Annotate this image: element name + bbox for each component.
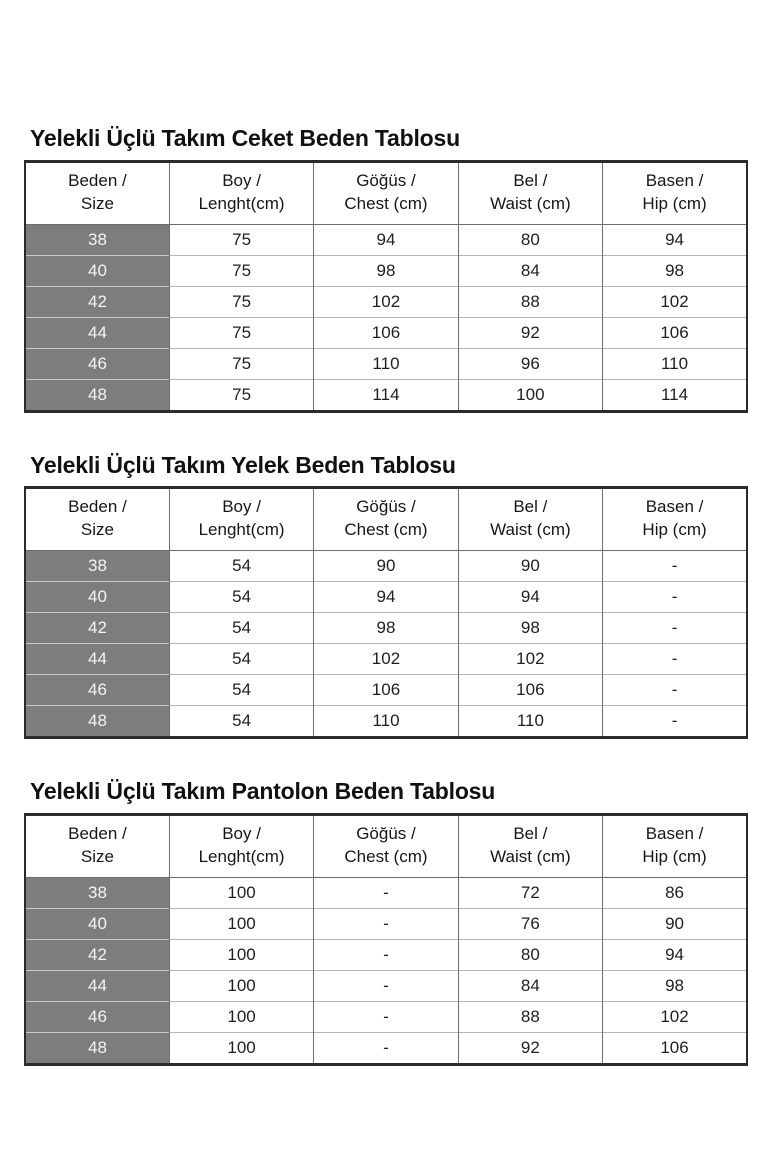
yelek-size-section <box>24 451 750 740</box>
value-cell: - <box>603 706 747 738</box>
header-line-2: Lenght(cm) <box>198 193 285 213</box>
table-row <box>25 613 747 644</box>
table-row <box>25 379 747 411</box>
header-line-1: Beden / <box>68 497 127 517</box>
value-cell: 80 <box>458 939 602 970</box>
value-cell: 100 <box>169 1032 313 1064</box>
table-row <box>25 1001 747 1032</box>
header-line-1: Boy / <box>222 824 261 843</box>
header-row <box>25 488 747 551</box>
value-cell: - <box>314 939 458 970</box>
value-cell: 54 <box>169 706 313 738</box>
header-line-1: Boy / <box>222 170 261 190</box>
table-row <box>25 255 747 286</box>
table-row <box>25 286 747 317</box>
table-row <box>25 317 747 348</box>
value-cell: 100 <box>169 939 313 970</box>
value-cell: 90 <box>603 908 747 939</box>
header-line-1: Göğüs / <box>356 824 416 843</box>
value-cell: 106 <box>603 1032 747 1064</box>
value-cell: 110 <box>603 348 747 379</box>
ceket-table-title: Yelekli Üçlü Takım Ceket Beden Tablosu <box>30 125 460 151</box>
table-row <box>25 551 747 582</box>
value-cell: 106 <box>314 317 458 348</box>
value-cell: - <box>603 551 747 582</box>
value-cell: 100 <box>458 379 602 411</box>
size-cell: 48 <box>25 379 169 411</box>
table-row <box>25 675 747 706</box>
table-row <box>25 644 747 675</box>
value-cell: 98 <box>603 970 747 1001</box>
pantolon-table-title: Yelekli Üçlü Takım Pantolon Beden Tablosu <box>30 778 496 805</box>
value-cell: 75 <box>169 224 313 255</box>
header-boy-lenght <box>169 815 313 878</box>
value-cell: - <box>314 908 458 939</box>
header-line-1: Beden / <box>68 824 127 843</box>
header-basen-hip <box>603 488 747 551</box>
table-row <box>25 939 747 970</box>
header-line-1: Bel / <box>513 170 548 190</box>
value-cell: 84 <box>458 255 602 286</box>
value-cell: 75 <box>169 317 313 348</box>
value-cell: 90 <box>458 551 602 582</box>
table-row <box>25 706 747 738</box>
value-cell: 86 <box>603 877 747 908</box>
table-row <box>25 224 747 255</box>
value-cell: 76 <box>458 908 602 939</box>
value-cell: 110 <box>314 706 458 738</box>
header-line-2: Chest (cm) <box>344 846 428 866</box>
header-boy-lenght <box>169 488 313 551</box>
value-cell: 88 <box>458 286 602 317</box>
header-line-2: Size <box>80 193 114 213</box>
value-cell: 72 <box>458 877 602 908</box>
value-cell: 54 <box>169 644 313 675</box>
header-line-2: Hip (cm) <box>642 846 707 866</box>
value-cell: 90 <box>314 551 458 582</box>
header-line-2: Waist (cm) <box>490 846 571 866</box>
header-line-1: Bel / <box>513 497 548 517</box>
value-cell: 102 <box>314 286 458 317</box>
value-cell: 94 <box>603 939 747 970</box>
header-beden-size <box>25 161 169 224</box>
pantolon-size-table <box>24 813 748 1066</box>
header-line-1: Basen / <box>645 824 704 843</box>
value-cell: 94 <box>603 224 747 255</box>
size-cell: 38 <box>25 551 169 582</box>
header-basen-hip <box>603 161 747 224</box>
size-cell: 40 <box>25 255 169 286</box>
header-line-1: Bel / <box>513 824 548 843</box>
value-cell: 54 <box>169 551 313 582</box>
header-line-1: Göğüs / <box>356 170 416 190</box>
header-line-1: Basen / <box>645 170 704 190</box>
header-bel-waist <box>458 815 602 878</box>
header-gogus-chest <box>314 161 458 224</box>
size-cell: 48 <box>25 1032 169 1064</box>
ceket-size-table <box>24 160 748 413</box>
value-cell: 102 <box>603 1001 747 1032</box>
value-cell: 100 <box>169 970 313 1001</box>
value-cell: 102 <box>458 644 602 675</box>
header-line-2: Size <box>80 520 114 540</box>
value-cell: 106 <box>314 675 458 706</box>
header-beden-size <box>25 488 169 551</box>
header-line-2: Hip (cm) <box>642 520 707 540</box>
table-row <box>25 908 747 939</box>
header-row <box>25 161 747 224</box>
value-cell: 98 <box>314 613 458 644</box>
header-row <box>25 815 747 878</box>
header-line-2: Chest (cm) <box>344 520 428 540</box>
size-cell: 46 <box>25 675 169 706</box>
size-cell: 44 <box>25 317 169 348</box>
value-cell: 98 <box>314 255 458 286</box>
value-cell: 100 <box>169 1001 313 1032</box>
size-cell: 40 <box>25 908 169 939</box>
header-line-2: Waist (cm) <box>490 520 571 540</box>
size-cell: 42 <box>25 286 169 317</box>
table-row <box>25 1032 747 1064</box>
value-cell: 100 <box>169 877 313 908</box>
value-cell: 94 <box>458 582 602 613</box>
value-cell: 106 <box>458 675 602 706</box>
value-cell: 54 <box>169 613 313 644</box>
yelek-table-title: Yelekli Üçlü Takım Yelek Beden Tablosu <box>30 451 456 478</box>
value-cell: 110 <box>314 348 458 379</box>
table-row <box>25 582 747 613</box>
value-cell: 106 <box>603 317 747 348</box>
table-row <box>25 877 747 908</box>
value-cell: 54 <box>169 582 313 613</box>
value-cell: 114 <box>603 379 747 411</box>
value-cell: 102 <box>314 644 458 675</box>
header-line-2: Chest (cm) <box>344 193 428 213</box>
header-gogus-chest <box>314 488 458 551</box>
header-line-1: Boy / <box>222 497 261 517</box>
header-beden-size <box>25 815 169 878</box>
value-cell: - <box>603 675 747 706</box>
size-cell: 40 <box>25 582 169 613</box>
value-cell: 98 <box>603 255 747 286</box>
size-cell: 46 <box>25 1001 169 1032</box>
value-cell: - <box>603 613 747 644</box>
header-line-1: Beden / <box>68 170 127 190</box>
value-cell: 88 <box>458 1001 602 1032</box>
size-cell: 44 <box>25 644 169 675</box>
value-cell: 75 <box>169 255 313 286</box>
value-cell: - <box>314 1001 458 1032</box>
header-line-1: Basen / <box>645 497 704 517</box>
value-cell: 92 <box>458 317 602 348</box>
header-bel-waist <box>458 488 602 551</box>
value-cell: 94 <box>314 582 458 613</box>
value-cell: 92 <box>458 1032 602 1064</box>
value-cell: 102 <box>603 286 747 317</box>
table-row <box>25 348 747 379</box>
value-cell: 100 <box>169 908 313 939</box>
pantolon-size-section <box>24 777 750 1066</box>
header-line-2: Waist (cm) <box>490 193 571 213</box>
header-line-2: Lenght(cm) <box>198 846 285 866</box>
value-cell: 75 <box>169 379 313 411</box>
header-gogus-chest <box>314 815 458 878</box>
value-cell: 110 <box>458 706 602 738</box>
size-cell: 42 <box>25 939 169 970</box>
value-cell: 94 <box>314 224 458 255</box>
size-cell: 46 <box>25 348 169 379</box>
value-cell: 96 <box>458 348 602 379</box>
value-cell: - <box>603 644 747 675</box>
size-cell: 38 <box>25 224 169 255</box>
value-cell: 84 <box>458 970 602 1001</box>
value-cell: - <box>314 1032 458 1064</box>
value-cell: 75 <box>169 286 313 317</box>
size-cell: 42 <box>25 613 169 644</box>
value-cell: - <box>314 970 458 1001</box>
value-cell: 75 <box>169 348 313 379</box>
value-cell: 114 <box>314 379 458 411</box>
value-cell: 98 <box>458 613 602 644</box>
yelek-size-table <box>24 486 748 739</box>
value-cell: - <box>603 582 747 613</box>
ceket-size-section <box>24 124 750 413</box>
header-bel-waist <box>458 161 602 224</box>
header-line-1: Göğüs / <box>356 497 416 517</box>
header-basen-hip <box>603 815 747 878</box>
header-boy-lenght <box>169 161 313 224</box>
size-cell: 38 <box>25 877 169 908</box>
header-line-2: Size <box>80 846 114 866</box>
header-line-2: Lenght(cm) <box>198 520 285 540</box>
size-cell: 48 <box>25 706 169 738</box>
table-row <box>25 970 747 1001</box>
size-cell: 44 <box>25 970 169 1001</box>
header-line-2: Hip (cm) <box>642 193 707 213</box>
value-cell: 80 <box>458 224 602 255</box>
value-cell: - <box>314 877 458 908</box>
value-cell: 54 <box>169 675 313 706</box>
